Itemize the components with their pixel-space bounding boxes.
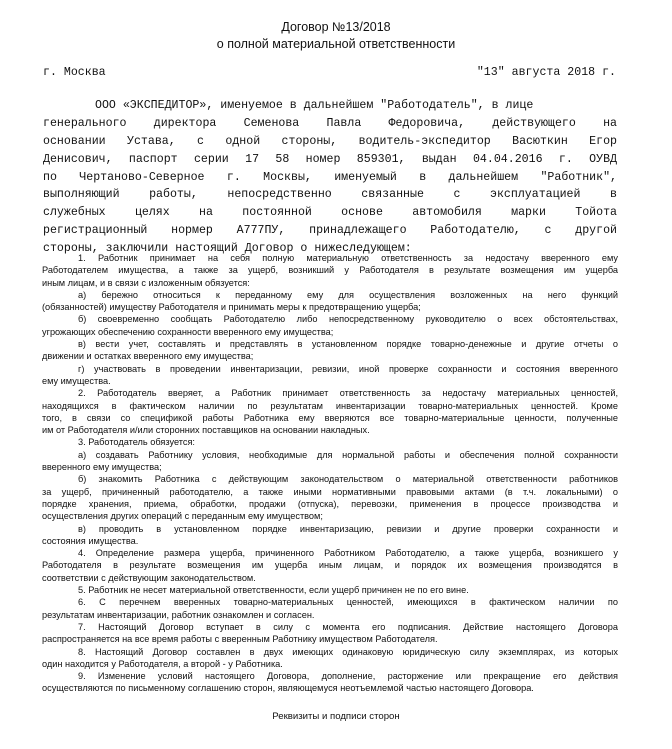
body-line: 4. Определение размера ущерба, причиненного Работником Работодателю, а также ущерба, возникшего у (78, 548, 618, 559)
contract-date: "13" августа 2018 г. (476, 66, 616, 79)
body-line: распространяется на все время работы с вверенным Работнику имуществом Работодателя. (42, 634, 438, 645)
body-line: за ущерб, причиненный работодателю, а также иными нормативными правовыми актами (в т.ч. локальными) о (42, 486, 618, 497)
body-line: вверенного ему имущества; (42, 462, 162, 473)
body-line: осуществления других операций с переданным ему имуществом; (42, 511, 323, 522)
intro-line: основании Устава, с одной стороны, водитель-экспедитор Васюткин Егор (43, 134, 617, 148)
intro-paragraph (43, 97, 617, 258)
body-line: 5. Работник не несет материальной ответственности, если ущерб причинен не по его вине. (78, 585, 469, 596)
body-line: соответствии с действующим законодательством. (42, 572, 256, 583)
body-line: им от Работодателя и/или сторонних поставщиков на основании накладных. (42, 425, 370, 436)
body-line: 8. Настоящий Договор составлен в двух имеющих одинаковую юридическую силу экземплярах, из которых (78, 646, 618, 657)
body-line: 9. Изменение условий настоящего Договора, дополнение, расторжение или прекращение его действия (78, 671, 618, 682)
body-line: (обязанностей) имуществу Работодателя и принимать меры к предотвращению ущерба; (42, 302, 421, 313)
body-line: а) создавать Работнику условия, необходимые для нормальной работы и обеспечения полной сохранности (78, 449, 618, 460)
body-line: движении и остатках вверенного ему имущества; (42, 351, 254, 362)
intro-line: ООО «ЭКСПЕДИТОР», именуемое в дальнейшем "Работодатель", в лице (95, 99, 534, 112)
body-line: иным лицам, и в связи с изложенным обязуется: (42, 277, 250, 288)
body-line: б) знакомить Работника с действующим законодательством о материальной ответственности работников (78, 474, 618, 485)
intro-line: выполняющий работы, непосредственно связанные с эксплуатацией в (43, 188, 617, 202)
signatures-heading: Реквизиты и подписи сторон (272, 711, 400, 722)
body-line: 3. Работодатель обязуется: (78, 437, 195, 448)
body-line: результатам инвентаризации, работник ознакомлен и согласен. (42, 609, 315, 620)
body-line: 1. Работник принимает на себя полную материальную ответственность за недостачу вверенного ему (78, 253, 618, 263)
body-line: г) участвовать в проведении инвентаризации, ревизии, иной проверке сохранности и состояния вверенного (78, 363, 618, 374)
contract-body (42, 252, 618, 695)
body-line: порядке хранения, приема, обработки, продажи (отпуска), перевозки, применения в процессе производства и (42, 498, 618, 509)
body-line: в) проводить в установленном порядке инвентаризацию, ревизии и другие проверки сохранности и (78, 523, 618, 534)
body-line: а) бережно относиться к переданному ему для осуществления возложенных на него функций (78, 289, 618, 300)
body-line: 7. Настоящий Договор вступает в силу с момента его подписания. Действие настоящего Договора (78, 621, 618, 632)
body-line: 2. Работодатель вверяет, а Работник принимает ответственность за недостачу материальных ценностей, (78, 388, 618, 399)
intro-line: по Чертаново-Северное г. Москвы, именуемый в дальнейшем "Работник", (43, 170, 617, 184)
intro-line: генерального директора Семенова Павла Федоровича, действующего на (43, 116, 617, 130)
body-line: Работодателем имущества, а также за ущерб, возникший у Работодателя в результате возмещения им ущерба (42, 265, 618, 276)
body-line: в) вести учет, составлять и представлять в установленном порядке товарно-денежные и другие отчеты о (78, 339, 618, 350)
body-line: того, в связи со спецификой работы Работника ему вверяются все товарно-материальные ценности, полученные (42, 412, 618, 423)
body-line: находящихся в фактическом наличии по результатам инвентаризации товарно-материальных ценностей. Кроме (42, 400, 618, 411)
body-line: Работодателя в результате возмещения им ущерба иным лицам, и порядок их возмещения производятся в (42, 560, 618, 571)
body-line: один находится у Работодателя, а второй - у Работника. (42, 658, 283, 669)
intro-line: Денисович, паспорт серии 17 58 номер 859301, выдан 04.04.2016 г. ОУВД (43, 152, 617, 166)
intro-line: стороны, заключили настоящий Договор о нижеследующем: (43, 242, 412, 256)
body-line: осуществляются по письменному соглашению сторон, являющемуся неотъемлемой частью настоящего Договора. (42, 683, 534, 694)
body-line: б) своевременно сообщать Работодателю либо непосредственному руководителю о всех обстоятельствах, (78, 314, 618, 325)
document-title: Договор №13/2018 (281, 20, 391, 34)
document-subtitle: о полной материальной ответственности (216, 37, 456, 51)
body-line: ему имущества. (42, 375, 111, 386)
body-line: угрожающих обеспечению сохранности вверенного ему имущества; (42, 326, 334, 337)
intro-line: регистрационный нормер А777ПУ, принадлежащего Работодателю, с другой (43, 224, 617, 238)
contract-city: г. Москва (43, 66, 106, 79)
body-line: 6. С перечнем вверенных товарно-материальных ценностей, имеющихся в фактическом наличии по (78, 597, 618, 608)
body-line: состояния имущества. (42, 535, 139, 546)
intro-line: служебных целях на постоянной основе автомобиля марки Тойота (43, 206, 617, 220)
